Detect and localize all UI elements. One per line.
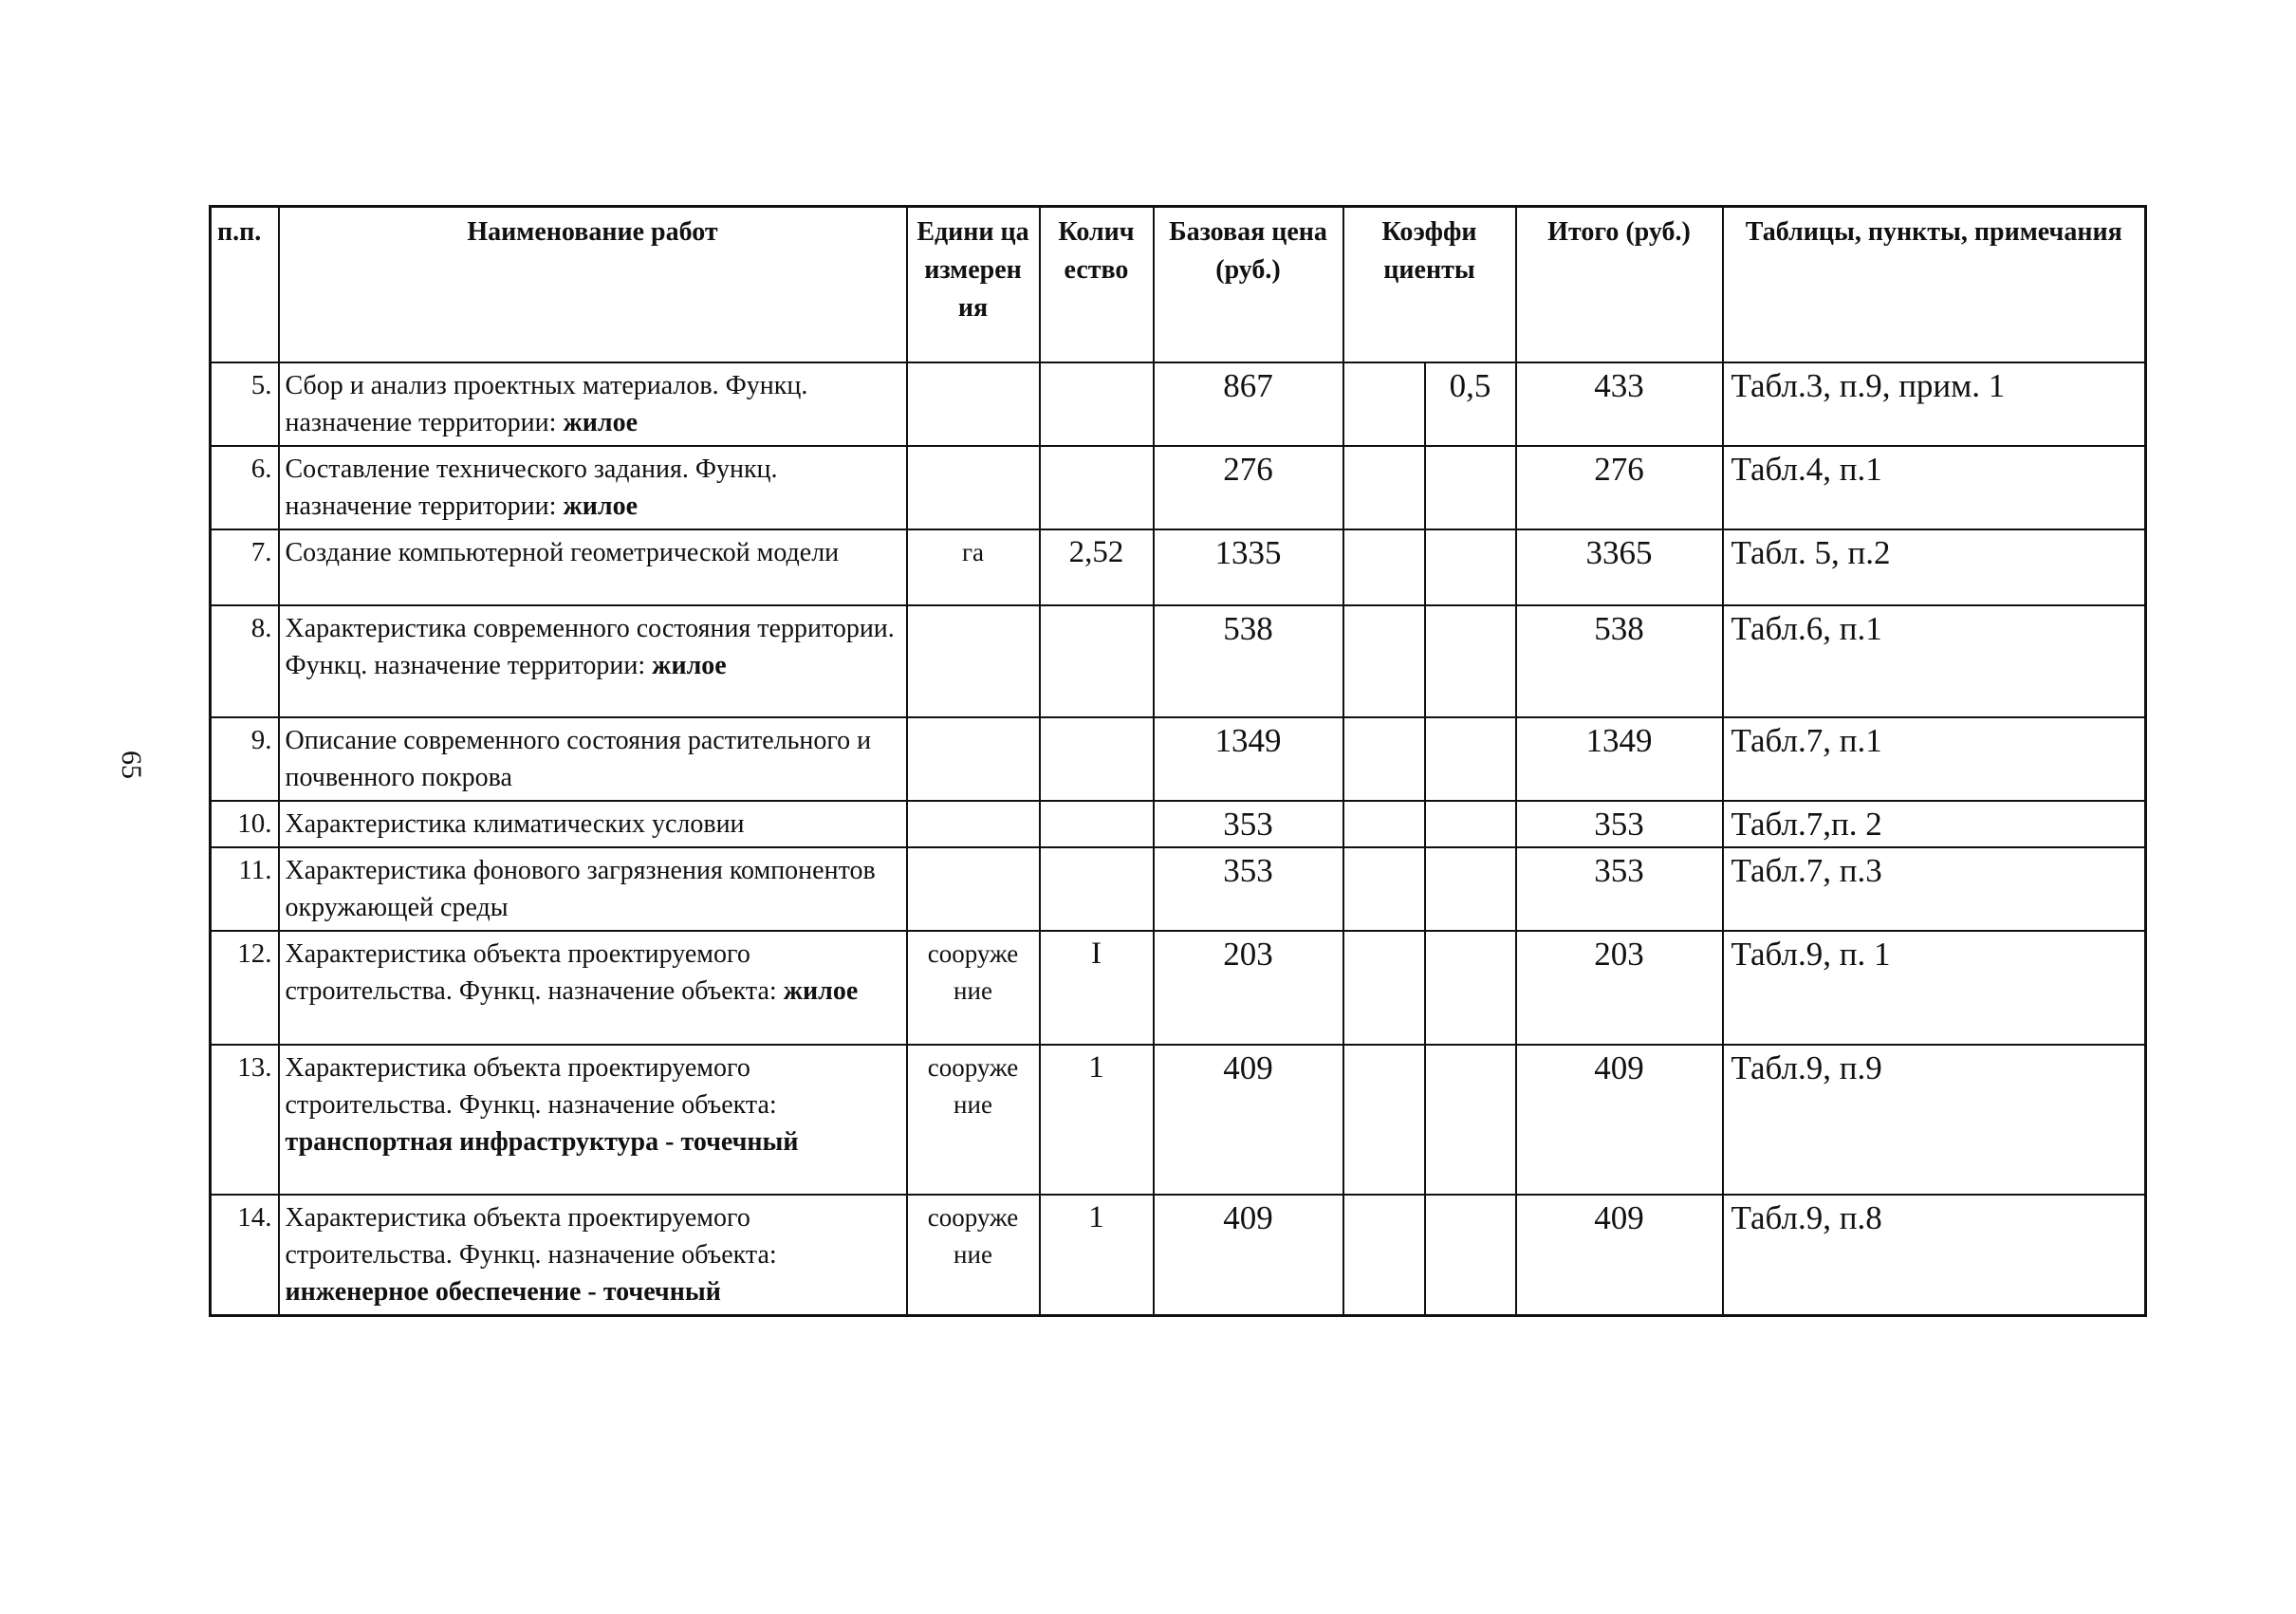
row-name-bold: транспортная инфраструктура - точечный — [285, 1126, 799, 1157]
row-unit — [907, 446, 1040, 529]
row-name — [279, 446, 907, 529]
row-num: 5. — [211, 362, 279, 446]
row-qty — [1040, 362, 1154, 446]
row-coef-2 — [1425, 801, 1516, 847]
row-name-text: Сбор и анализ проектных материалов. Функц. назначение территории: — [285, 370, 808, 437]
header-name: Наименование работ — [279, 207, 907, 362]
row-price: 276 — [1154, 446, 1343, 529]
row-ref: Табл.4, п.1 — [1723, 446, 2146, 529]
row-qty: I — [1040, 931, 1154, 1045]
header-total: Итого (руб.) — [1516, 207, 1723, 362]
header-num: п.п. — [211, 207, 279, 362]
row-coef-2 — [1425, 605, 1516, 717]
row-total: 409 — [1516, 1195, 1723, 1316]
row-price: 538 — [1154, 605, 1343, 717]
row-num: 9. — [211, 717, 279, 801]
row-name-text: Характеристика климатических условии — [285, 808, 745, 839]
row-num: 10. — [211, 801, 279, 847]
row-qty: 2,52 — [1040, 529, 1154, 605]
header-qty: Колич ество — [1040, 207, 1154, 362]
row-coef-1 — [1343, 605, 1425, 717]
row-total: 538 — [1516, 605, 1723, 717]
table-row — [211, 1195, 2146, 1316]
row-coef-2 — [1425, 847, 1516, 931]
row-coef-1 — [1343, 847, 1425, 931]
works-cost-table — [209, 205, 2147, 1317]
table-row — [211, 362, 2146, 446]
row-name-text: Характеристика современного состояния территории. Функц. назначение территории: — [285, 613, 895, 680]
row-name — [279, 605, 907, 717]
row-coef-1 — [1343, 931, 1425, 1045]
table-row — [211, 605, 2146, 717]
row-name-text: Описание современного состояния растительного и почвенного покрова — [285, 725, 872, 792]
row-coef-2 — [1425, 717, 1516, 801]
table-row — [211, 931, 2146, 1045]
row-unit — [907, 801, 1040, 847]
row-name-bold: жилое — [563, 407, 639, 437]
row-price: 1335 — [1154, 529, 1343, 605]
row-coef-2 — [1425, 529, 1516, 605]
row-name — [279, 931, 907, 1045]
row-ref: Табл.7,п. 2 — [1723, 801, 2146, 847]
row-unit: сооруже ние — [907, 1195, 1040, 1316]
row-price: 353 — [1154, 847, 1343, 931]
row-qty — [1040, 605, 1154, 717]
row-coef-2 — [1425, 446, 1516, 529]
row-price: 1349 — [1154, 717, 1343, 801]
row-name — [279, 717, 907, 801]
row-name-text: Характеристика объекта проектируемого строительства. Функц. назначение объекта: — [285, 1202, 777, 1270]
row-name — [279, 847, 907, 931]
row-total: 353 — [1516, 801, 1723, 847]
row-name-bold: жилое — [652, 650, 727, 680]
row-coef-1 — [1343, 801, 1425, 847]
row-name — [279, 529, 907, 605]
row-coef-1 — [1343, 1195, 1425, 1316]
row-ref: Табл.9, п. 1 — [1723, 931, 2146, 1045]
row-name-text: Характеристика объекта проектируемого строительства. Функц. назначение объекта: — [285, 938, 784, 1006]
table-row — [211, 1045, 2146, 1195]
row-name-bold: жилое — [783, 975, 859, 1006]
row-coef-1 — [1343, 529, 1425, 605]
row-name — [279, 1045, 907, 1195]
row-coef-2: 0,5 — [1425, 362, 1516, 446]
row-name — [279, 1195, 907, 1316]
row-coef-2 — [1425, 931, 1516, 1045]
table-row — [211, 801, 2146, 847]
row-unit: сооруже ние — [907, 931, 1040, 1045]
table-header-row — [211, 207, 2146, 362]
table-row — [211, 529, 2146, 605]
row-name-text: Создание компьютерной геометрической модели — [285, 537, 840, 567]
row-qty — [1040, 446, 1154, 529]
row-num: 6. — [211, 446, 279, 529]
row-ref: Табл.9, п.8 — [1723, 1195, 2146, 1316]
row-unit — [907, 605, 1040, 717]
row-total: 276 — [1516, 446, 1723, 529]
header-coef: Коэффи циенты — [1343, 207, 1516, 362]
row-ref: Табл.3, п.9, прим. 1 — [1723, 362, 2146, 446]
row-price: 867 — [1154, 362, 1343, 446]
row-ref: Табл. 5, п.2 — [1723, 529, 2146, 605]
row-qty — [1040, 717, 1154, 801]
row-unit — [907, 362, 1040, 446]
row-name — [279, 801, 907, 847]
row-total: 3365 — [1516, 529, 1723, 605]
row-price: 409 — [1154, 1045, 1343, 1195]
row-qty — [1040, 801, 1154, 847]
row-price: 203 — [1154, 931, 1343, 1045]
row-coef-1 — [1343, 717, 1425, 801]
row-total: 203 — [1516, 931, 1723, 1045]
row-unit: га — [907, 529, 1040, 605]
row-qty: 1 — [1040, 1045, 1154, 1195]
row-num: 13. — [211, 1045, 279, 1195]
row-price: 409 — [1154, 1195, 1343, 1316]
header-unit: Едини ца измерен ия — [907, 207, 1040, 362]
row-qty: 1 — [1040, 1195, 1154, 1316]
page-number: 65 — [116, 751, 147, 779]
row-coef-1 — [1343, 1045, 1425, 1195]
row-coef-1 — [1343, 446, 1425, 529]
row-coef-2 — [1425, 1045, 1516, 1195]
table-row — [211, 847, 2146, 931]
row-total: 353 — [1516, 847, 1723, 931]
row-unit: сооруже ние — [907, 1045, 1040, 1195]
row-total: 409 — [1516, 1045, 1723, 1195]
row-num: 8. — [211, 605, 279, 717]
row-num: 12. — [211, 931, 279, 1045]
row-name-bold: инженерное обеспечение - точечный — [285, 1276, 721, 1307]
row-total: 1349 — [1516, 717, 1723, 801]
row-ref: Табл.7, п.1 — [1723, 717, 2146, 801]
row-name-text: Составление технического задания. Функц. назначение территории: — [285, 454, 778, 521]
row-ref: Табл.7, п.3 — [1723, 847, 2146, 931]
row-name — [279, 362, 907, 446]
header-ref: Таблицы, пункты, примечания — [1723, 207, 2146, 362]
row-ref: Табл.6, п.1 — [1723, 605, 2146, 717]
row-unit — [907, 717, 1040, 801]
row-qty — [1040, 847, 1154, 931]
row-name-text: Характеристика объекта проектируемого строительства. Функц. назначение объекта: — [285, 1052, 777, 1120]
row-price: 353 — [1154, 801, 1343, 847]
row-num: 7. — [211, 529, 279, 605]
row-total: 433 — [1516, 362, 1723, 446]
table-row — [211, 446, 2146, 529]
row-ref: Табл.9, п.9 — [1723, 1045, 2146, 1195]
row-name-bold: жилое — [563, 491, 639, 521]
row-num: 14. — [211, 1195, 279, 1316]
row-name-text: Характеристика фонового загрязнения компонентов окружающей среды — [285, 855, 876, 922]
header-price: Базовая цена (руб.) — [1154, 207, 1343, 362]
row-coef-1 — [1343, 362, 1425, 446]
row-coef-2 — [1425, 1195, 1516, 1316]
row-unit — [907, 847, 1040, 931]
table-row — [211, 717, 2146, 801]
row-num: 11. — [211, 847, 279, 931]
